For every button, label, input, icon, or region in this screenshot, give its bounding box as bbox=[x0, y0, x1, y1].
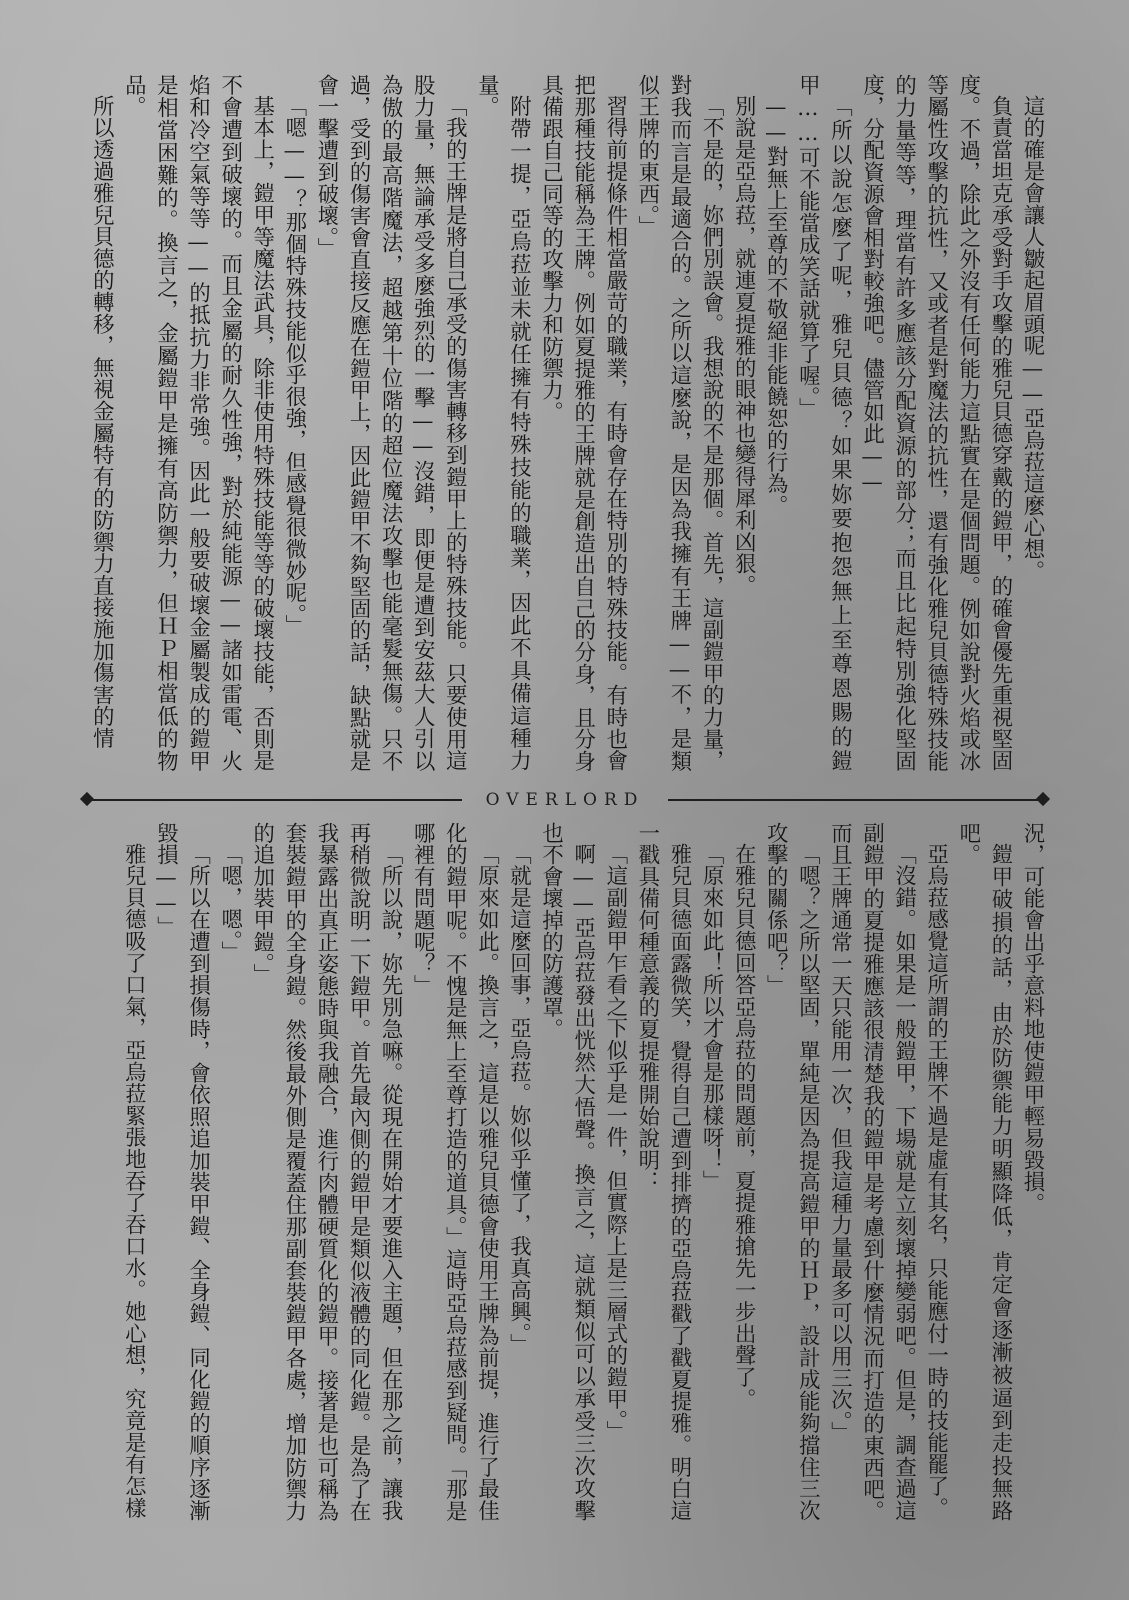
paragraph: 啊——亞烏菈發出恍然大悟聲。換言之，這就類似可以承受三次攻擊也不會壞掉的防護罩。 bbox=[538, 822, 596, 1522]
paragraph: 「所以在遭到損傷時，會依照追加裝甲鎧、全身鎧、同化鎧的順序逐漸毀損——」 bbox=[153, 822, 211, 1522]
paragraph: 別說是亞烏菈，就連夏提雅的眼神也變得犀利凶狠。 bbox=[731, 95, 757, 597]
paragraph: 在雅兒貝德回答亞烏菈的問題前，夏提雅搶先一步出聲了。 bbox=[731, 843, 757, 1411]
paragraph: 「這副鎧甲乍看之下似乎是一件，但實際上是三層式的鎧甲。」 bbox=[602, 843, 628, 1444]
paragraph: 「我的王牌是將自己承受的傷害轉移到鎧甲上的特殊技能。只要使用這股力量，無論承受多麼強烈的一擊——沒錯，即便是遭到安茲大人引以為傲的最高階魔法，超越第十位階的超位魔法攻擊也能毫髮無傷。只不過，受到的傷害會直接反應在鎧甲上，因此鎧甲不夠堅固的話，缺點就是會一擊遭到破壞。」 bbox=[313, 74, 468, 772]
paragraph: 雅兒貝德吸了口氣，亞烏菈緊張地吞了吞口水。她心想，究竟是有怎樣 bbox=[121, 843, 147, 1520]
paragraph: 「不是的，妳們別誤會。我想說的不是那個。首先，這副鎧甲的力量，對我而言是最適合的。之所以這麼說，是因為我擁有王牌——不，是類似王牌的東西。」 bbox=[634, 74, 725, 772]
paragraph: 負責當坦克承受對手攻擊的雅兒貝德穿戴的鎧甲，的確會優先重視堅固度。不過，除此之外沒有任何能力這點實在是個問題。例如說對火焰或冰等屬性攻擊的抗性，又或者是對魔法的抗性，還有強化雅兒貝德特殊技能的力量等等，理當有許多應該分配資源的部分；而且比起特別強化堅固度，分配資源會相對較強吧。儘管如此—— bbox=[859, 74, 1013, 772]
text-block-lower bbox=[78, 822, 1048, 1522]
divider-rule-left bbox=[90, 799, 462, 801]
paragraph: 「就是這麼回事，亞烏菈。妳似乎懂了，我真高興。」 bbox=[506, 843, 532, 1356]
paragraph: 所以透過雅兒貝德的轉移，無視金屬特有的防禦力直接施加傷害的情 bbox=[89, 95, 115, 750]
paragraph: 「沒錯。如果是一般鎧甲，下場就是立刻壞掉變弱吧。但是，調查過這副鎧甲的夏提雅應該很清楚我的鎧甲是考慮到什麼情況而打造的東西吧。而且王牌通常一天只能用一次，但我這種力量最多可以用三次。」 bbox=[827, 822, 917, 1522]
paragraph: 習得前提條件相當嚴苛的職業，有時會存在特別的特殊技能。有時也會把那種技能稱為王牌。例如夏提雅的王牌就是創造出自己的分身，且分身具備跟自己同等的攻擊力和防禦力。 bbox=[538, 74, 628, 772]
paragraph: 鎧甲破損的話，由於防禦能力明顯降低，肯定會逐漸被逼到走投無路吧。 bbox=[955, 822, 1013, 1522]
paragraph: 況，可能會出乎意料地使鎧甲輕易毀損。 bbox=[1020, 822, 1045, 1215]
paragraph: 「原來如此。換言之，這是以雅兒貝德會使用王牌為前提，進行了最佳化的鎧甲呢。不愧是無上至尊打造的道具。」這時亞烏菈感到疑問。「那是哪裡有問題呢？」 bbox=[410, 822, 500, 1522]
paragraph: 「嗯——？那個特殊技能似乎很強，但感覺很微妙呢。」 bbox=[281, 95, 307, 637]
diamond-ornament-icon bbox=[1036, 792, 1050, 806]
paragraph: 「原來如此！所以才會是那樣呀！」 bbox=[699, 843, 725, 1193]
paragraph: 「所以說，妳先別急嘛。從現在開始才要進入主題，但在那之前，讓我再稍微說明一下鎧甲。首先最內側的鎧甲是類似液體的同化鎧。是為了在我暴露出真正姿態時與我融合，進行肉體硬質化的鎧甲。接著是也可稱為套裝鎧甲的全身鎧。然後最外側是覆蓋住那副套裝鎧甲各處，增加防禦力的追加裝甲鎧。」 bbox=[249, 822, 404, 1522]
paragraph: 雅兒貝德面露微笑，覺得自己遭到排擠的亞烏菈戳了戳夏提雅。明白這一戳具備何種意義的夏提雅開始說明： bbox=[634, 822, 692, 1522]
paragraph: 亞烏菈感覺這所謂的王牌不過是虛有其名，只能應付一時的技能罷了。 bbox=[923, 843, 949, 1520]
paragraph: 附帶一提，亞烏菈並未就任擁有特殊技能的職業，因此不具備這種力量。 bbox=[474, 74, 532, 772]
overlord-divider bbox=[80, 788, 1050, 812]
paragraph: ——對無上至尊的不敬絕非能饒恕的行為。 bbox=[763, 95, 789, 517]
text-block-upper bbox=[78, 74, 1048, 772]
divider-brand-title: OVERLORD bbox=[485, 790, 645, 810]
paragraph: 基本上，鎧甲等魔法武具，除非使用特殊技能等等的破壞技能，否則是不會遭到破壞的。而且金屬的耐久性強，對於純能源——諸如雷電、火焰和冷空氣等等——的抵抗力非常強。因此一般要破壞金屬製成的鎧甲是相當困難的。換言之，金屬鎧甲是擁有高防禦力，但ＨＰ相當低的物品。 bbox=[121, 74, 275, 772]
paragraph: 「嗯？之所以堅固，單純是因為提高鎧甲的ＨＰ，設計成能夠擋住三次攻擊的關係吧？」 bbox=[763, 822, 821, 1522]
divider-rule-right bbox=[668, 799, 1040, 801]
paragraph: 這的確是會讓人皺起眉頭呢——亞烏菈這麼心想。 bbox=[1020, 95, 1045, 583]
paragraph: 「嗯，嗯。」 bbox=[217, 843, 243, 964]
paragraph: 「所以說怎麼了呢，雅兒貝德？如果妳要抱怨無上至尊恩賜的鎧甲……可不能當成笑話就算了喔。」 bbox=[795, 74, 853, 772]
